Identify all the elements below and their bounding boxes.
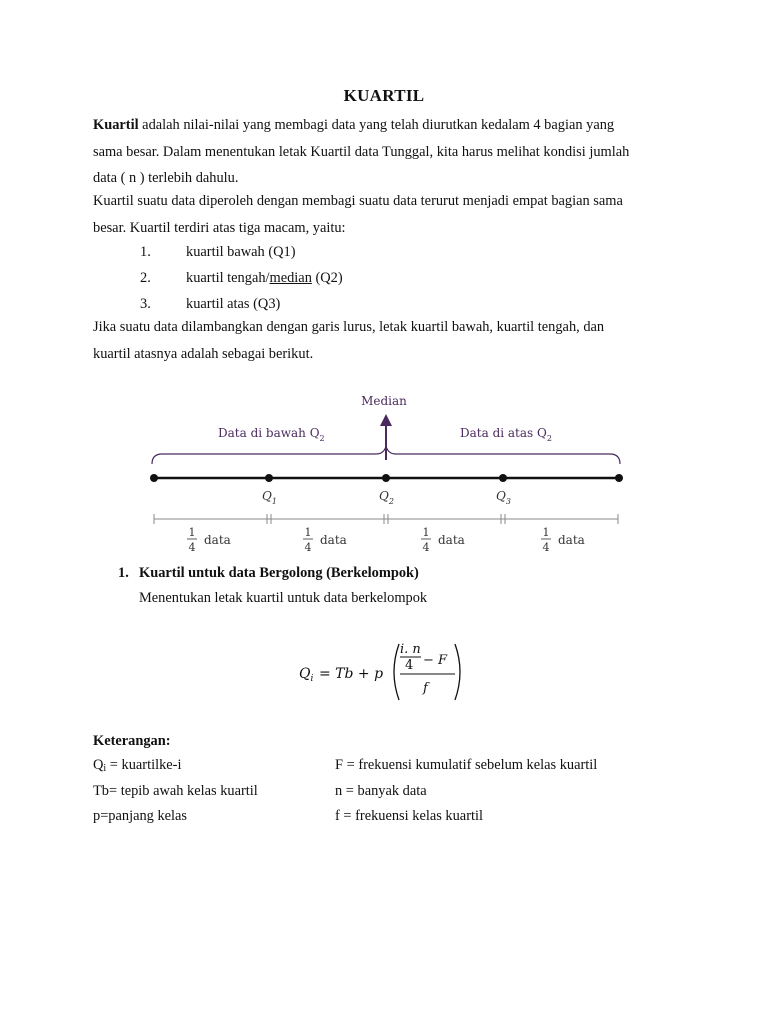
svg-text:data: data [204, 533, 231, 547]
list-item [93, 239, 593, 265]
list-text-part: kuartil tengah/ [186, 270, 270, 286]
q3-point [499, 474, 507, 482]
q2-point [382, 474, 390, 482]
legend-tb: Tb= tepib awah kelas kuartil [93, 783, 258, 799]
para3-line-1: Jika suatu data dilambangkan dengan garis lurus, letak kuartil bawah, kuartil tengah, dan [93, 319, 605, 335]
formula-equals: = Tb + p [319, 666, 384, 682]
legend-F: F = frekuensi kumulatif sebelum kelas kuartil [335, 757, 598, 773]
legend-f: f = frekuensi kelas kuartil [335, 808, 483, 824]
q1-label: $Q_1$ [262, 489, 277, 506]
list-item [93, 265, 593, 291]
svg-text:4: 4 [188, 541, 196, 554]
svg-text:data: data [558, 533, 585, 547]
median-underlined: median [269, 270, 312, 286]
intro-line-1: adalah nilai-nilai yang membagi data yang telah diurutkan kedalam 4 bagian yang [138, 117, 615, 133]
formula-inner-denominator: 4 [405, 658, 414, 673]
svg-text:4: 4 [422, 541, 430, 554]
list-text: kuartil bawah (Q1) [186, 244, 296, 260]
legend-n: n = banyak data [335, 783, 427, 799]
quartile-list [93, 239, 593, 317]
list-text-part: (Q2) [311, 270, 343, 286]
left-paren [394, 644, 399, 700]
above-q2-label: Data di atas $Q_2$ [460, 426, 552, 443]
quarter-fraction-2 [303, 526, 347, 554]
svg-text:4: 4 [542, 541, 550, 554]
keterangan-title: Keterangan: [93, 733, 171, 749]
quarter-fractions [187, 526, 585, 554]
svg-text:1: 1 [188, 526, 196, 539]
right-paren [455, 644, 460, 700]
formula-minus-f: − F [423, 653, 448, 668]
svg-text:1: 1 [542, 526, 550, 539]
list-text [186, 265, 343, 291]
legend-qi: $Q_i$ = kuartilke-i [93, 757, 182, 774]
second-paragraph [93, 188, 683, 241]
quartile-diagram [140, 388, 640, 558]
svg-text:data: data [320, 533, 347, 547]
section-title: Kuartil untuk data Bergolong (Berkelompok) [139, 565, 419, 581]
svg-text:1: 1 [422, 526, 430, 539]
section-1-description: Menentukan letak kuartil untuk data berkelompok [139, 590, 428, 606]
median-label: Median [361, 394, 407, 408]
list-number: 2. [140, 270, 151, 286]
list-number: 3. [140, 296, 151, 312]
q3-label: $Q_3$ [496, 489, 511, 506]
svg-text:1: 1 [304, 526, 312, 539]
para3-line-2: kuartil atasnya adalah sebagai berikut. [93, 345, 314, 362]
section-number: 1. [118, 565, 129, 581]
quarter-fraction-1 [187, 526, 231, 554]
intro-line-3: data ( n ) terlebih dahulu. [93, 170, 239, 186]
formula-lhs: $Q_i$ [299, 666, 314, 684]
third-paragraph [93, 314, 683, 367]
q2-label: $Q_2$ [379, 489, 394, 506]
line-start-point [150, 474, 158, 482]
para2-line-1: Kuartil suatu data diperoleh dengan membagi suatu data terurut menjadi empat bagian sama [93, 193, 623, 209]
svg-text:data: data [438, 533, 465, 547]
page-title: KUARTIL [343, 86, 425, 105]
quartile-formula [295, 636, 475, 708]
intro-line-2: sama besar. Dalam menentukan letak Kuartil data Tunggal, kita harus melihat kondisi jumlah [93, 143, 630, 160]
svg-text:4: 4 [304, 541, 312, 554]
median-arrow-head [380, 414, 392, 426]
line-end-point [615, 474, 623, 482]
formula-denominator: f [423, 681, 428, 696]
list-text: kuartil atas (Q3) [186, 296, 281, 312]
intro-paragraph [93, 112, 683, 192]
formula-inner-numerator: i. n [400, 642, 421, 657]
legend-p: p=panjang kelas [93, 808, 188, 824]
intro-bold-word: Kuartil [93, 117, 139, 133]
quarter-fraction-3 [421, 526, 465, 554]
quarter-fraction-4 [541, 526, 585, 554]
below-q2-label: Data di bawah $Q_2$ [218, 426, 325, 443]
q1-point [265, 474, 273, 482]
quarter-dimension-line [154, 514, 618, 524]
list-number: 1. [140, 244, 151, 260]
para2-line-2: besar. Kuartil terdiri atas tiga macam, yaitu: [93, 219, 346, 236]
